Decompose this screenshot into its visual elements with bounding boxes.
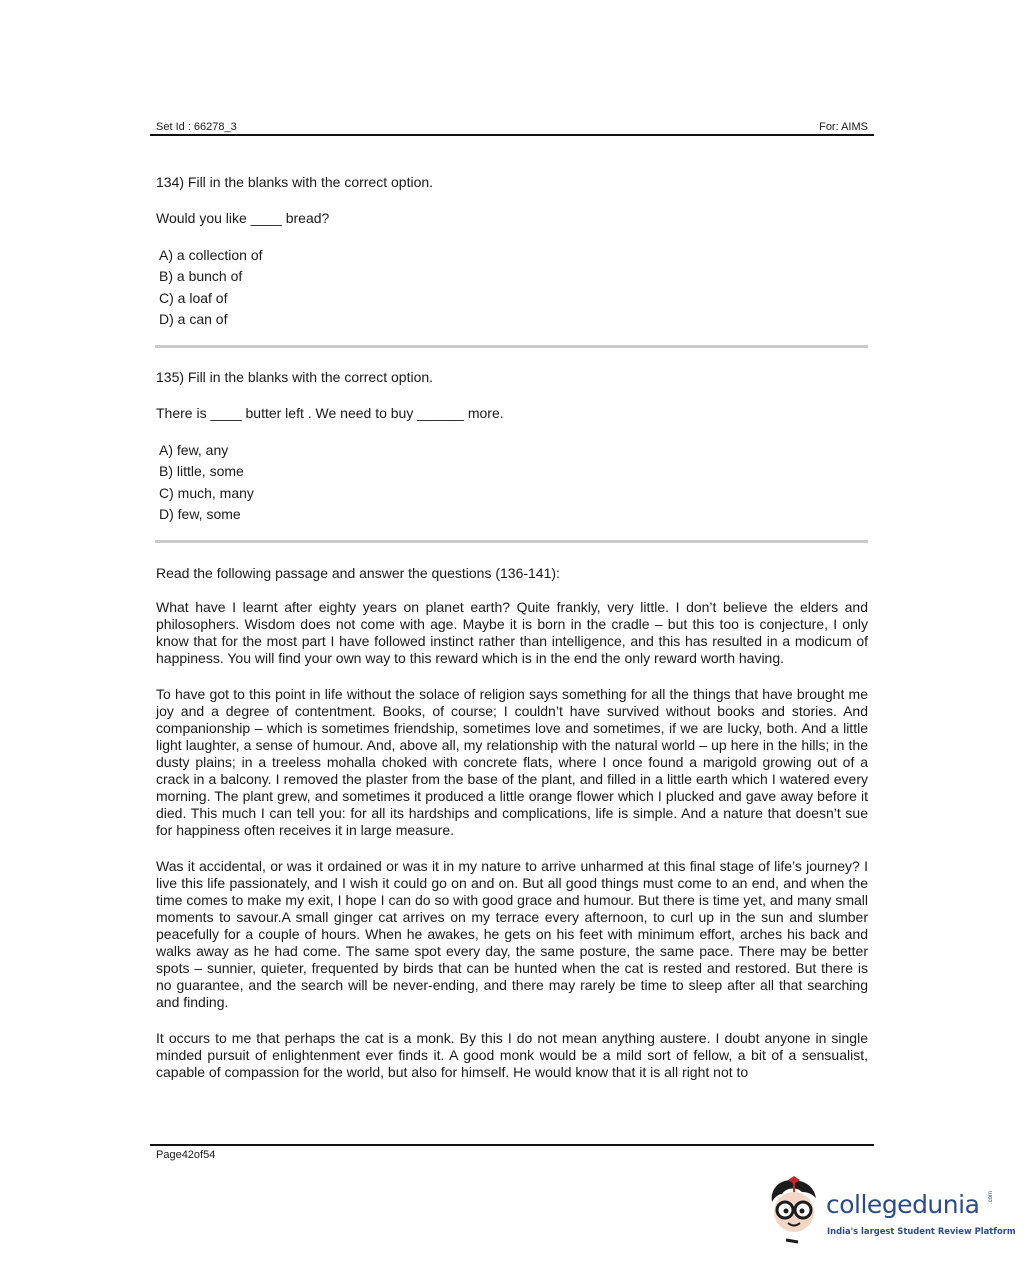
question-sentence: There is ____ butter left . We need to buy ______ more.	[156, 405, 504, 421]
option-c: C) a loaf of	[159, 289, 228, 306]
page-header	[156, 120, 874, 134]
question-separator	[155, 345, 868, 348]
passage-paragraph: It occurs to me that perhaps the cat is a monk. By this I do not mean anything austere. I doubt anyone in single minded pursuit of enlightenment ever finds it. A good monk would be a mild sort of fellow, a bit of a sensualist, capable of compassion for the world, but also for himself. He would know that it is all right not to	[156, 1030, 868, 1080]
question-sentence: Would you like ____ bread?	[156, 210, 330, 226]
question-135	[156, 369, 504, 527]
option-d: D) a can of	[159, 310, 228, 327]
question-title: 134) Fill in the blanks with the correct option.	[156, 174, 434, 190]
question-separator	[155, 540, 868, 543]
collegedunia-logo	[764, 1176, 1016, 1248]
logo-suffix: .com	[988, 1190, 994, 1204]
option-b: B) little, some	[159, 463, 244, 480]
question-134	[156, 174, 433, 332]
logo-wordmark: collegedunia	[826, 1190, 980, 1219]
option-c: C) much, many	[159, 484, 254, 501]
option-a: A) few, any	[159, 442, 229, 458]
footer-divider	[150, 1144, 874, 1146]
page-number: Page42of54	[156, 1149, 216, 1161]
options-list	[156, 247, 433, 332]
logo-tagline: India's largest Student Review Platform	[827, 1226, 1016, 1236]
option-d: D) few, some	[159, 505, 241, 522]
passage-paragraph: To have got to this point in life without the solace of religion says something for all the things that have brought me joy and a degree of contentment. Books, of course; I couldn’t have survived without books and stories. And companionship – which is sometimes friendship, sometimes love and sometimes, if we are lucky, both. And a little light laughter, a sense of humour. And, above all, my relationship with the natural world – up here in the hills; in the dusty plains; in a treeless mohalla choked with concrete flats, where I once found a marigold growing out of a crack in a balcony. I removed the plaster from the base of the plant, and filled in a little earth which I watered every morning. The plant grew, and sometimes it produced a little orange flower which I plucked and gave away before it died. This much I can tell you: for all its hardships and complications, life is simple. And a nature that doesn’t sue for happiness often receives it in large measure.	[156, 686, 868, 838]
header-divider	[150, 134, 874, 136]
mascot-icon	[764, 1176, 824, 1246]
exam-name: For: AIMS	[819, 121, 868, 133]
set-id: Set Id : 66278_3	[156, 121, 237, 133]
passage-intro: Read the following passage and answer the questions (136-141):	[156, 565, 560, 581]
passage-paragraph: Was it accidental, or was it ordained or was it in my nature to arrive unharmed at this final stage of life’s journey? I live this life passionately, and I wish it could go on and on. But all good things must come to an end, and when the time comes to make my exit, I hope I can do so with good grace and humour. But there is time yet, and many small moments to savour.A small ginger cat arrives on my terrace every afternoon, to curl up in the sun and slumber peacefully for a couple of hours. When he awakes, he gets on his feet with minimum effort, arches his back and walks away as he had come. The same spot every day, the same posture, the same pace. There may be better spots – sunnier, quieter, frequented by birds that can be hunted when the cat is rested and restored. But there is no guarantee, and the search will be never-ending, and there may rarely be time to sleep after all that searching and finding.	[156, 858, 868, 1010]
question-title: 135) Fill in the blanks with the correct option.	[156, 369, 434, 385]
reading-passage	[156, 565, 868, 1100]
option-b: B) a bunch of	[159, 268, 243, 285]
option-a: A) a collection of	[159, 247, 263, 263]
passage-paragraph: What have I learnt after eighty years on planet earth? Quite frankly, very little. I don’t believe the elders and philosophers. Wisdom does not come with age. Maybe it is born in the cradle – but this too is conjecture, I only know that for the most part I have followed instinct rather than intelligence, and this has resulted in a modicum of happiness. You will find your own way to this reward which is in the end the only reward worth having.	[156, 599, 868, 666]
options-list	[156, 442, 504, 527]
